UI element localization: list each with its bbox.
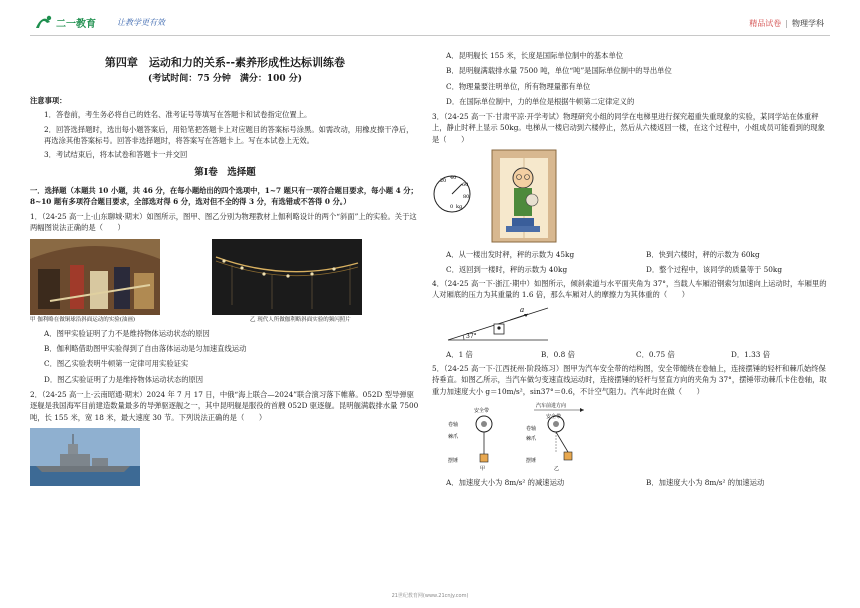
destroyer-photo-image: [30, 428, 140, 486]
svg-text:棘爪: 棘爪: [448, 434, 459, 441]
right-column: [432, 48, 832, 492]
svg-text:安全带: 安全带: [546, 414, 562, 421]
svg-text:甲: 甲: [480, 466, 486, 473]
question-4: 4．（24-25 高一下·浙江·期中）如图所示，倾斜索道与水平面夹角为 37°，当载人车厢沿钢索匀加速向上运动时，车厢里的人对厢底的压力为其重量的 1.6 倍，那么车厢对人的摩擦力为其体重的（ ）: [432, 278, 827, 300]
svg-text:kg: kg: [456, 204, 463, 211]
section-title: 第Ⅰ卷 选择题: [194, 167, 256, 179]
svg-text:a: a: [520, 305, 525, 314]
q2-option: B．昆明舰满载排水量 7500 吨，单位“吨”是国际单位制中的导出单位: [446, 66, 672, 76]
left-column: [30, 48, 420, 489]
q3-option: A．从一楼出发时秤，秤的示数为 45kg: [446, 250, 575, 260]
question-1: 1．（24-25 高一上·山东聊城·期末）如图所示，图甲、图乙分别为物理教材上伽利略设计的两个“斜面”上的实验。关于这两幅图说法正确的是（ ）: [30, 211, 417, 233]
q3-options-row: [432, 264, 832, 275]
question-3: 3．（24-25 高一下·甘肃平凉·开学考试）物理研究小组的同学在电梯里进行探究超重失重现象的实验，某同学站在体重秤上，静止时秤上显示 50kg。电梯从一楼启动到六楼停止，然后从六楼返回一楼，在这个过程中，小组成员可能看到的现象是（ ）: [432, 112, 825, 144]
svg-text:20: 20: [440, 178, 447, 185]
header-tags: 精品试卷 | 物理学科: [749, 19, 824, 28]
notice-item: 2．回答选择题时，选出每小题答案后，用铅笔把答题卡上对应题目的答案标号涂黑。如需改动，用橡皮擦干净后，再选涂其他答案标号。回答非选择题时，将答案写在答题卡上。写在本试卷上无效。: [44, 124, 414, 145]
question-2: 2．（24-25 高一上·云南昭通·期末）2024 年 7 月 17 日，中俄“海上联合—2024”联合演习落下帷幕。052D 型导弹驱逐舰是我国海军目前建造数量最多的导弹驱逐舰之一，其中昆明舰是服役的首艘 052D 驱逐舰。昆明舰满载排水量 7500 吨，长 155 米，宽 18 米，最大速度 30 节。下列说法正确的是（ ）: [30, 390, 419, 422]
header-divider: [30, 35, 830, 36]
question-5: 5．（24-25 高一下·江西抚州·阶段练习）图甲为汽车安全带的结构图，安全带缠绕在卷轴上，连接摆锤的轻杆和棘爪始终保持垂直。如图乙所示，当汽车做匀变速直线运动时，连接摆锤的轻杆与竖直方向的夹角为 37°，摆锤带动棘爪卡住卷轴，取重力加速度大小 g＝10m/s²，sin37°＝0.6，不计空气阻力。汽车此时在做（ ）: [432, 364, 827, 396]
q1-option: D．图乙实验证明了力是维持物体运动状态的原因: [44, 374, 204, 384]
tag-label: 精品试卷: [749, 19, 782, 28]
q5-options-row: [432, 477, 832, 488]
svg-text:卷轴: 卷轴: [526, 426, 537, 433]
paper-title: 第四章 运动和力的关系--素养形成性达标训练卷: [104, 56, 346, 69]
q5-option: A．加速度大小为 8m/s² 的减速运动: [446, 478, 565, 488]
svg-text:摆锤: 摆锤: [448, 458, 459, 465]
subject-label: 物理学科: [792, 19, 824, 28]
q4-option: A．1 倍: [446, 349, 473, 359]
q4-option: D．1.33 倍: [731, 349, 771, 359]
q1-captions: [30, 316, 420, 325]
q4-option: C．0.75 倍: [636, 349, 675, 359]
slogan: 让教学更有效: [117, 18, 165, 27]
svg-text:摆锤: 摆锤: [526, 458, 537, 465]
q5-option: B．加速度大小为 8m/s² 的加速运动: [646, 478, 765, 488]
strobe-photo-image: [212, 239, 362, 315]
svg-text:0: 0: [450, 204, 454, 211]
q2-option: D．在国际单位制中，力的单位是根据牛顿第二定律定义的: [446, 96, 635, 106]
section-instructions: 一．选择题（本题共 10 小题，共 46 分，在每小题给出的四个选项中，1~7 题只有一项符合题目要求，每小题 4 分；8~10 题有多项符合题目要求，全部选对得 6 分，选对但不全的得 3 分，有选错或不答得 0 分。）: [30, 186, 418, 207]
paper-subtitle: (考试时间：75 分钟 满分：100 分): [147, 74, 303, 85]
q2-option: C．物理量要注明单位，所有物理量都有单位: [446, 81, 591, 91]
q1-option: A．图甲实验证明了力不是维持物体运动状态的原因: [44, 328, 210, 338]
q1-option: C．图乙实验表明牛顿第一定律可用实验证实: [44, 359, 189, 369]
svg-text:80: 80: [463, 194, 470, 201]
q4-options-row: [432, 349, 832, 360]
page-footer: 21世纪教育网(www.21cnjy.com): [391, 593, 469, 599]
page-header: [0, 0, 860, 36]
svg-text:棘爪: 棘爪: [526, 436, 537, 443]
notice-item: 3．考试结束后，将本试卷和答题卡一并交回: [44, 150, 188, 160]
svg-text:乙: 乙: [554, 466, 560, 473]
svg-text:60: 60: [462, 182, 469, 189]
q1-option: B．伽利略借助图甲实验得到了自由落体运动是匀加速直线运动: [44, 344, 247, 354]
svg-text:汽车前进方向: 汽车前进方向: [536, 403, 567, 410]
svg-text:40: 40: [450, 175, 457, 182]
incline-cable-figure: [444, 304, 554, 344]
q4-option: B．0.8 倍: [541, 349, 575, 359]
q2-option: A．昆明舰长 155 米，长度是国际单位制中的基本单位: [446, 51, 624, 60]
q3-option: D．整个过程中，该同学的质量等于 50kg: [646, 264, 782, 274]
logo-text: 二一教育: [56, 19, 96, 30]
svg-text:37°: 37°: [466, 332, 477, 340]
logo-icon: [34, 14, 104, 32]
q1-figures: [30, 239, 420, 315]
svg-text:安全带: 安全带: [474, 408, 490, 415]
seatbelt-figure: [444, 400, 604, 472]
svg-text:卷轴: 卷轴: [448, 422, 459, 429]
notice-item: 1．答卷前，考生务必将自己的姓名、准考证号等填写在答题卡和试卷指定位置上。: [44, 110, 312, 120]
caption-yi: 乙 现代人所做伽利略斜面实验的频闪照片: [250, 317, 351, 324]
caption-jia: 甲 伽利略在做铜球沿斜面运动的实验(油画): [30, 317, 136, 324]
q3-options-row: [432, 249, 832, 260]
q3-option: C．返回到一楼时，秤的示数为 40kg: [446, 264, 568, 274]
notice-heading: 注意事项：: [30, 95, 67, 105]
elevator-scale-figure: [430, 148, 600, 244]
galileo-painting-image: [30, 239, 160, 315]
q3-option: B．快到六楼时，秤的示数为 60kg: [646, 250, 760, 260]
